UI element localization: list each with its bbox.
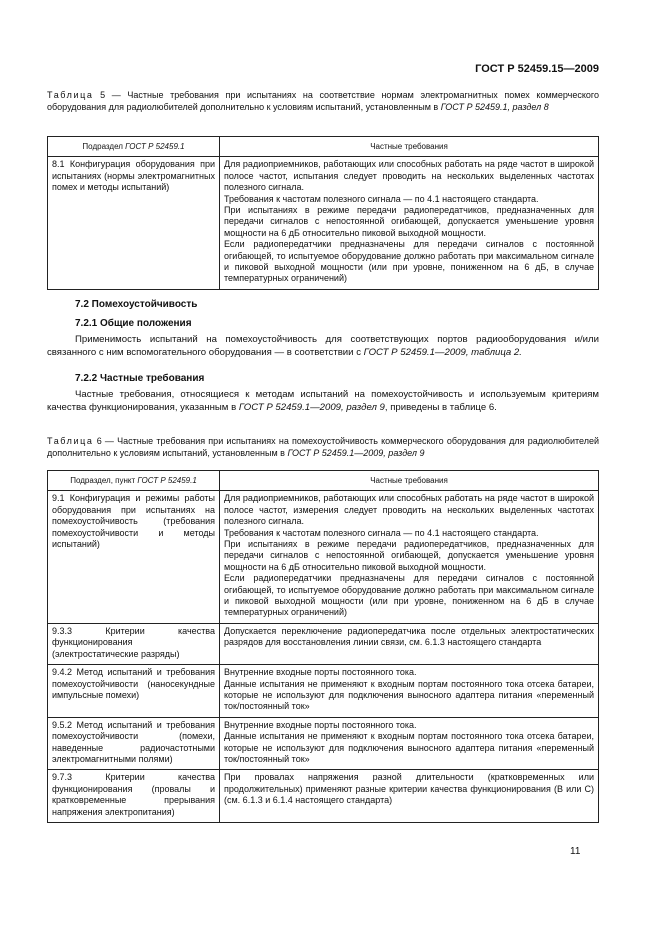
page-number: 11 (570, 846, 581, 857)
table6-row5-left: 9.7.3 Критерии качества функционирования (провалы и кратковременные прерывания напряжения электропитания) (48, 770, 220, 823)
table6-row2-left: 9.3.3 Критерии качества функционирования (электростатические разряды) (48, 623, 220, 664)
table-row (48, 623, 599, 664)
table5-caption (47, 89, 599, 113)
table5-col1-header: Подраздел ГОСТ Р 52459.1 (48, 137, 220, 157)
table6-caption (47, 435, 599, 459)
heading-7-2-2: 7.2.2 Частные требования (75, 373, 205, 384)
heading-7-2-1: 7.2.1 Общие положения (75, 318, 192, 329)
table6-row3-right: Внутренние входные порты постоянного тока. Данные испытания не применяют к входным портам постоянного тока отсека батареи, которые не используют для подключения выносного адаптера питания «переменный ток/постоянный ток» (220, 665, 599, 718)
heading-7-2: 7.2 Помехоустойчивость (75, 299, 198, 310)
table5 (47, 136, 599, 290)
table6-caption-text: 6 — Частные требования при испытаниях на помехоустойчивость коммерческого оборудования для радиолюбителей дополнительно к условиям испытаний, установленным в (47, 436, 599, 458)
table6-row2-right: Допускается переключение радиопередатчика после отдельных электростатических разрядов для восстановления линии связи, см. 6.1.3 настоящего стандарта (220, 623, 599, 664)
table5-caption-ref: ГОСТ Р 52459.1, раздел 8 (440, 102, 549, 112)
table5-col2-header: Частные требования (220, 137, 599, 157)
table5-caption-text: 5 — Частные требования при испытаниях на соответствие нормам электромагнитных помех коммерческого оборудования для радиолюбителей дополнительно к условиям испытаний, установленным в (47, 90, 599, 112)
paragraph-applicability: Применимость испытаний на помехоустойчивость для соответствующих портов радиооборудования и/или связанного с ним вспомогательного оборудования — в соответствии с ГОСТ Р 52459.1—2009, таблица 2. (47, 334, 599, 358)
table6-row3-left: 9.4.2 Метод испытаний и требования помехоустойчивости (наносекундные импульсные помехи) (48, 665, 220, 718)
table5-caption-label: Таблица (47, 90, 94, 100)
table-row (48, 717, 599, 770)
table6-row4-left: 9.5.2 Метод испытаний и требования помехоустойчивости (помехи, наведенные радиочастотными электромагнитными полями) (48, 717, 220, 770)
table6-row4-right: Внутренние входные порты постоянного тока. Данные испытания не применяют к входным портам постоянного тока отсека батареи, которые не используют для подключения выносного адаптера питания «переменный ток/постоянный ток» (220, 717, 599, 770)
table6-header-row (48, 471, 599, 491)
table6 (47, 470, 599, 823)
table6-row5-right: При провалах напряжения разной длительности (кратковременных или продолжительных) применяют разные критерии качества функционирования (В или С) (см. 6.1.3 и 6.1.4 настоящего стандарта) (220, 770, 599, 823)
table6-row1-right: Для радиоприемников, работающих или способных работать на ряде частот в широкой полосе частот, измерения следует проводить на нескольких выделенных частотах полезного сигнала. Требования к частотам полезного сигнала — по 4.1 настоящего стандарта. При испытаниях в режиме передачи радиопередатчиков, предназначенных для передачи сигналов с непостоянной огибающей, допускается уменьшение уровня мощности на 6 дБ относительно пиковой выходной мощности. Если радиопередатчики предназначены для передачи сигналов с постоянной огибающей, то испытуемое оборудование должно работать при максимальном сигнале и пиковой выходной мощности (или при уровне, пониженном на 6 дБ в случае температурных ограничений) (220, 491, 599, 623)
table5-header-row (48, 137, 599, 157)
table6-caption-label: Таблица (47, 436, 94, 446)
table-row (48, 770, 599, 823)
table5-row1-right: Для радиоприемников, работающих или способных работать на ряде частот в широкой полосе частот, испытания следует проводить на нескольких выделенных частотах полезного сигнала. Требования к частотам полезного сигнала — по 4.1 настоящего стандарта. При испытаниях в режиме передачи радиопередатчиков, предназначенных для передачи сигналов с непостоянной огибающей, допускается уменьшение уровня мощности на 6 дБ относительно пиковой выходной мощности. Если радиопередатчики предназначены для передачи сигналов с постоянной огибающей, то испытуемое оборудование должно работать при максимальном сигнале и пиковой выходной мощности (или при уровне, пониженном на 6 дБ, в случае температурных ограничений) (220, 157, 599, 289)
table6-caption-ref: ГОСТ Р 52459.1—2009, раздел 9 (287, 448, 425, 458)
standard-header: ГОСТ Р 52459.15—2009 (475, 63, 599, 75)
table-row (48, 665, 599, 718)
table6-col1-header: Подраздел, пункт ГОСТ Р 52459.1 (48, 471, 220, 491)
table-row (48, 157, 599, 289)
paragraph-requirements: Частные требования, относящиеся к методам испытаний на помехоустойчивость и используемым критериям качества функционирования, указанным в ГОСТ Р 52459.1—2009, раздел 9, приведены в таблице 6. (47, 389, 599, 413)
table6-row1-left: 9.1 Конфигурация и режимы работы оборудования при испытаниях на помехоустойчивость (требования помехоустойчивости и методы испытаний) (48, 491, 220, 623)
table6-col2-header: Частные требования (220, 471, 599, 491)
table-row (48, 491, 599, 623)
table5-row1-left: 8.1 Конфигурация оборудования при испытаниях (нормы электромагнитных помех и методы испытаний) (48, 157, 220, 289)
